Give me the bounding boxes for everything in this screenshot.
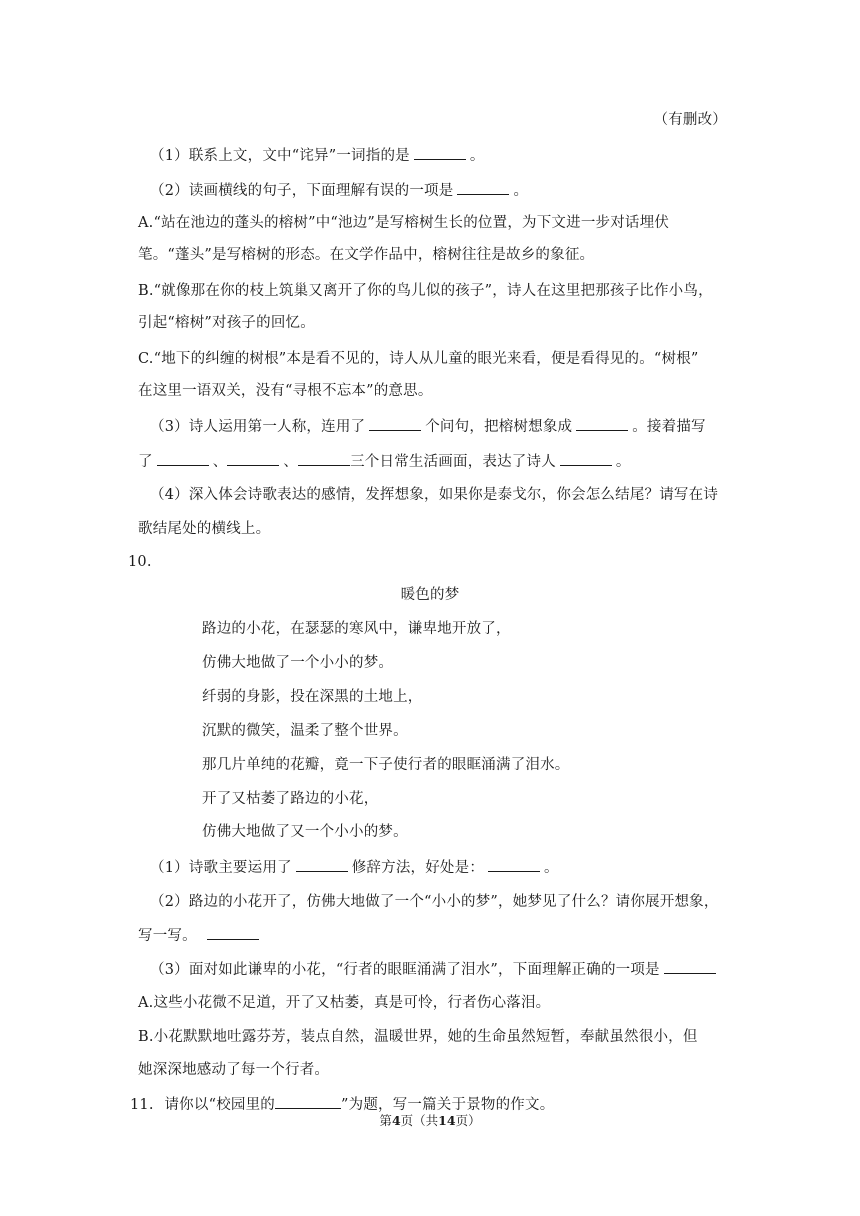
question-11 (130, 1094, 554, 1115)
answer-blank[interactable] (296, 857, 348, 872)
q9-option-b-line1: B.“就像那在你的枝上筑巢又离开了你的鸟儿似的孩子”，诗人在这里把那孩子比作小鸟， (138, 283, 713, 299)
q9-part3-text: （3）诗人运用第一人称，连用了 (150, 419, 366, 435)
poem-line: 那几片单纯的花瓣，竟一下子使行者的眼眶涌满了泪水。 (202, 757, 570, 773)
question-number-11: 11. (130, 1097, 154, 1113)
q9-option-c-line1: C.“地下的纠缠的树根”本是看不见的，诗人从儿童的眼光来看，便是看得见的。“树根” (138, 351, 699, 367)
q10-option-b-line2: 她深深地感动了每一个行者。 (138, 1062, 330, 1078)
q10-part2-line2 (138, 925, 263, 946)
q10-part2-line1: （2）路边的小花开了，仿佛大地做了一个“小小的梦”，她梦见了什么？请你展开想象， (150, 894, 719, 910)
answer-blank[interactable] (457, 180, 509, 195)
question-number-10: 10. (128, 554, 152, 570)
q9-part1 (150, 145, 485, 166)
poem-line: 开了又枯萎了路边的小花， (202, 791, 379, 807)
answer-blank[interactable] (207, 925, 259, 940)
footer-text: 页） (455, 1113, 481, 1128)
answer-blank[interactable] (157, 451, 209, 466)
q10-part1-text: 。 (544, 860, 559, 876)
q9-part3-text: 了 (138, 454, 153, 470)
answer-blank[interactable] (488, 857, 540, 872)
poem-line: 仿佛大地做了又一个小小的梦。 (202, 824, 408, 840)
q11-text: ”为题，写一篇关于景物的作文。 (341, 1097, 555, 1113)
q10-part1-text: 修辞方法，好处是： (351, 860, 485, 876)
q10-option-a: A.这些小花微不足道，开了又枯萎，真是可怜，行者伤心落泪。 (138, 995, 551, 1011)
q9-part3-text: 个问句，把榕树想象成 (425, 419, 573, 435)
total-pages: 14 (438, 1113, 456, 1128)
q9-option-a-line1: A.“站在池边的蓬头的榕树”中“池边”是写榕树生长的位置，为下文进一步对话埋伏 (138, 215, 670, 231)
q9-part3-text: 、 (283, 454, 299, 470)
q10-part3 (150, 959, 720, 980)
q10-part1-text: （1）诗歌主要运用了 (150, 860, 292, 876)
answer-blank[interactable] (227, 451, 279, 466)
q9-part4-line2: 歌结尾处的横线上。 (138, 521, 271, 537)
footer-text: 页（共 (400, 1113, 439, 1128)
q9-part2-text: （2）读画横线的句子，下面理解有误的一项是 (150, 183, 454, 199)
q9-part3-text: 、 (212, 454, 228, 470)
q10-part2-text: 写一写。 (138, 928, 197, 944)
page-number: 4 (391, 1113, 401, 1128)
footer-text: 第 (379, 1113, 392, 1128)
page-footer (0, 1113, 860, 1129)
q9-part3-text: 。接着描写 (632, 419, 706, 435)
answer-blank[interactable] (560, 451, 612, 466)
source-note: （有删改） (653, 112, 727, 128)
answer-blank[interactable] (664, 959, 716, 974)
q9-part3-line1 (150, 416, 706, 437)
poem-line: 路边的小花，在瑟瑟的寒风中，谦卑地开放了， (202, 621, 511, 637)
q9-part3-text: 。 (615, 454, 631, 470)
q10-option-b-line1: B.小花默默地吐露芬芳，装点自然，温暖世界，她的生命虽然短暂，奉献虽然很小，但 (138, 1029, 698, 1045)
q11-text: 请你以“校园里的 (164, 1097, 275, 1113)
q9-part3-line2 (138, 451, 631, 472)
answer-blank[interactable] (275, 1094, 341, 1109)
q9-part1-end: 。 (469, 148, 485, 164)
poem-line: 沉默的微笑，温柔了整个世界。 (202, 723, 408, 739)
q9-option-c-line2: 在这里一语双关，没有“寻根不忘本”的意思。 (138, 383, 433, 399)
q9-option-a-line2: 笔。“蓬头”是写榕树的形态。在文学作品中，榕树往往是故乡的象征。 (138, 247, 595, 263)
q9-part4-line1: （4）深入体会诗歌表达的感情，发挥想象，如果你是泰戈尔，你会怎么结尾？请写在诗 (150, 487, 719, 503)
q9-part2-end: 。 (513, 183, 529, 199)
q9-part3-text: 三个日常生活画面，表达了诗人 (350, 454, 556, 470)
answer-blank[interactable] (298, 451, 350, 466)
q10-part1 (150, 857, 559, 878)
poem-line: 仿佛大地做了一个小小的梦。 (202, 655, 394, 671)
q9-option-b-line2: 引起“榕树”对孩子的回忆。 (138, 315, 315, 331)
answer-blank[interactable] (369, 416, 421, 431)
answer-blank[interactable] (576, 416, 628, 431)
answer-blank[interactable] (414, 145, 466, 160)
poem-line: 纤弱的身影，投在深黑的土地上， (202, 689, 423, 705)
q9-part2 (150, 180, 528, 201)
poem-title: 暖色的梦 (400, 587, 460, 603)
q10-part3-text: （3）面对如此谦卑的小花，“行者的眼眶涌满了泪水”，下面理解正确的一项是 (150, 962, 660, 978)
q9-part1-text: （1）联系上文，文中“诧异”一词指的是 (150, 148, 410, 164)
